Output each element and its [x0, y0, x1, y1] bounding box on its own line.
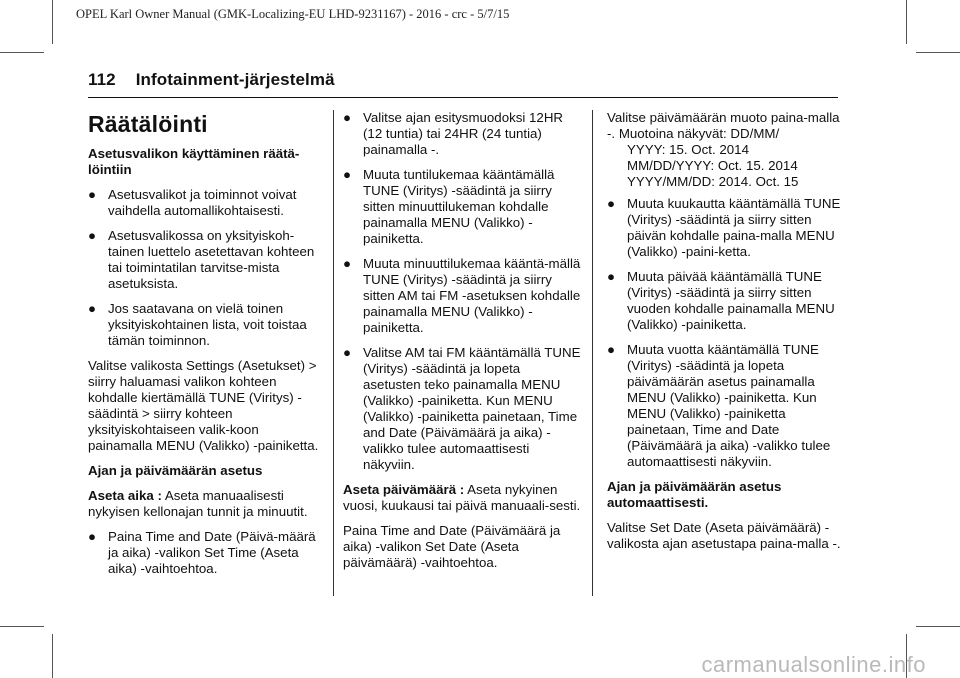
bullet-icon: ●	[607, 196, 616, 211]
crop-mark	[916, 626, 960, 627]
bullet-icon: ●	[607, 342, 616, 357]
list-item: ● Muuta päivää kääntämällä TUNE (Viritys) -säädintä ja siirry sitten vuoden kohdalle painamalla MENU (Valikko) -painiketta.	[607, 269, 835, 332]
bullet-icon: ●	[343, 110, 352, 125]
paragraph: Valitse Set Date (Aseta päivämäärä) -valikosta ajan asetustapa paina-malla -.	[607, 520, 841, 551]
list-item: ● Muuta minuuttilukemaa kääntä-mällä TUNE (Viritys) -säädintä ja siirry sitten AM tai FM -asetuksen kohdalle painamalla MENU (Valikko) -painiketta.	[343, 256, 581, 335]
crop-mark	[0, 626, 44, 627]
subheading: Ajan ja päivämäärän asetus	[88, 463, 263, 478]
crop-mark	[0, 52, 44, 53]
list-item: ● Valitse ajan esitysmuodoksi 12HR (12 tuntia) tai 24HR (24 tuntia) painamalla -.	[343, 110, 564, 157]
list-item: ● Paina Time and Date (Päivä-määrä ja aika) -valikon Set Time (Aseta aika) -vaihtoehtoa.	[88, 529, 316, 576]
watermark: carmanualsonline.info	[701, 652, 926, 677]
bullet-icon: ●	[88, 301, 97, 316]
paragraph: Valitse valikosta Settings (Asetukset) > siirry haluamasi valikon kohteen kohdalle kiertämällä TUNE (Viritys) -säädintä > siirry kohteen yksityiskohtaiseen valik-koon painamalla MENU (Valikko) -painiketta.	[88, 358, 319, 453]
column-3	[607, 110, 843, 561]
paragraph: Paina Time and Date (Päivämäärä ja aika) -valikon Set Date (Aseta päivämäärä) -vaihtoehtoa.	[343, 523, 561, 570]
list-item: ● Asetusvalikot ja toiminnot voivat vaihdella automallikohtaisesti.	[88, 187, 297, 218]
list-item: ● Muuta kuukautta kääntämällä TUNE (Viritys) -säädintä ja siirry sitten päivän kohdalle paina-malla MENU (Valikko) -paini-ketta.	[607, 196, 841, 259]
bullet-icon: ●	[343, 167, 352, 182]
column-divider	[333, 110, 334, 596]
print-header: OPEL Karl Owner Manual (GMK-Localizing-EU LHD-9231167) - 2016 - crc - 5/7/15	[76, 7, 510, 21]
page-number: 112	[88, 70, 116, 89]
list-item: ● Jos saatavana on vielä toinen yksityiskohtainen lista, voit toistaa tämän toiminnon.	[88, 301, 307, 348]
bullet-icon: ●	[343, 345, 352, 360]
column-divider	[592, 110, 593, 596]
header-rule	[88, 97, 838, 98]
page-header	[88, 70, 335, 90]
bullet-icon: ●	[88, 228, 97, 243]
date-format: YYYY: 15. Oct. 2014	[627, 142, 749, 157]
list-item: ● Valitse AM tai FM kääntämällä TUNE (Viritys) -säädintä ja lopeta asetusten teko painamalla MENU (Valikko) -painiketta. Kun MENU (Valikko) -painiketta painetaan, Time and Date (Päivämäärä ja aika) -valikko tulee automaattisesti näkyviin.	[343, 345, 581, 472]
bullet-icon: ●	[88, 529, 97, 544]
paragraph: Aseta päivämäärä : Aseta nykyinen vuosi, kuukausi tai päivä manuaali-sesti.	[343, 482, 581, 513]
article-title: Räätälöinti	[88, 111, 208, 137]
crop-mark	[906, 0, 907, 44]
crop-mark	[52, 0, 53, 44]
list-item: ● Asetusvalikossa on yksityiskoh-tainen luettelo asetettavan kohteen tai toimintatilan tarvitse-mista asetuksista.	[88, 228, 315, 291]
subheading: Ajan ja päivämäärän asetus automaattisesti.	[607, 479, 782, 510]
column-2	[343, 110, 581, 580]
list-item: ● Muuta tuntilukemaa kääntämällä TUNE (Viritys) -säädintä ja siirry sitten minuuttilukeman kohdalle painamalla MENU (Valikko) -painiketta.	[343, 167, 555, 246]
date-format: MM/DD/YYYY: Oct. 15. 2014	[627, 158, 798, 173]
crop-mark	[52, 634, 53, 678]
bullet-icon: ●	[343, 256, 352, 271]
column-1	[88, 110, 324, 586]
paragraph: Valitse päivämäärän muoto paina-malla -. Muotoina näkyvät: DD/MM/ YYYY: 15. Oct. 2014 MM/DD/YYYY: Oct. 15. 2014 YYYY/MM/DD: 2014. Oct. 15	[607, 110, 843, 190]
section-title: Infotainment-järjestelmä	[135, 70, 335, 89]
bullet-icon: ●	[607, 269, 616, 284]
subheading: Asetusvalikon käyttäminen räätä-löintiin	[88, 146, 300, 177]
crop-mark	[916, 52, 960, 53]
date-format: YYYY/MM/DD: 2014. Oct. 15	[627, 174, 799, 189]
list-item: ● Muuta vuotta kääntämällä TUNE (Viritys) -säädintä ja lopeta päivämäärän asetus painamalla MENU (Valikko) -painiketta. Kun MENU (Valikko) -painiketta painetaan, Time and Date (Päivämäärä ja aika) -valikko tulee automaattisesti näkyviin.	[607, 342, 831, 469]
bullet-icon: ●	[88, 187, 97, 202]
paragraph: Aseta aika : Aseta manuaalisesti nykyisen kellonajan tunnit ja minuutit.	[88, 488, 308, 519]
